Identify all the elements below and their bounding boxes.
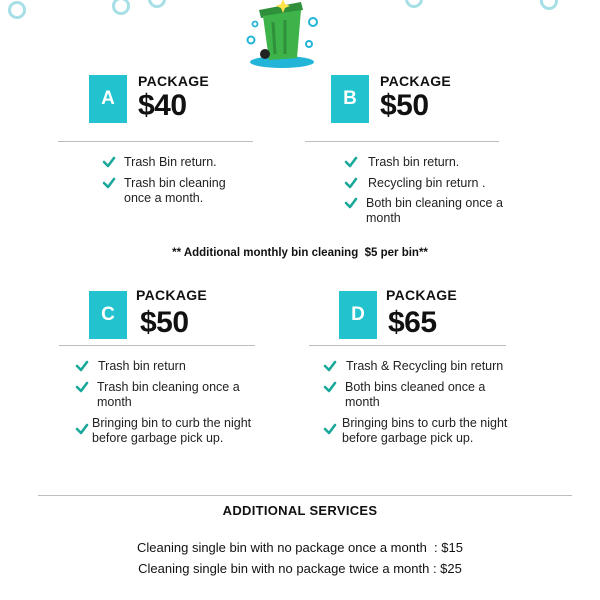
checkmark-icon [344,155,358,169]
feature-text: Bringing bins to curb the night before garbage pick up. [342,416,508,445]
feature-text: Both bins cleaned once a month [345,380,486,409]
feature-text: Trash bin cleaning once a month. [124,176,226,205]
checkmark-icon [75,380,89,394]
bubble-decoration [8,1,26,19]
package-price: $50 [140,306,189,339]
bubble-decoration [540,0,558,10]
feature-item [344,155,514,170]
feature-item [323,416,533,446]
package-label: PACKAGE [380,73,452,89]
package-label: PACKAGE [386,287,458,303]
feature-text: Bringing bin to curb the night before garbage pick up. [92,416,252,445]
bubble-decoration [405,0,423,8]
package-label: PACKAGE [136,287,208,303]
feature-item [344,176,514,191]
checkmark-icon [344,196,358,210]
additional-cleaning-note: ** Additional monthly bin cleaning $5 per bin** [172,247,428,259]
feature-text: Trash Bin return. [124,155,217,169]
checkmark-icon [323,422,337,436]
additional-service-line: Cleaning single bin with no package once a month : $15 [137,540,463,555]
package-letter-badge: B [331,75,369,123]
feature-item [75,416,275,446]
feature-text: Both bin cleaning once a month [366,196,503,225]
feature-item [323,359,523,374]
divider [305,141,499,142]
feature-item [102,176,252,206]
feature-text: Trash bin return. [368,155,460,169]
checkmark-icon [102,176,116,190]
divider [309,345,506,346]
checkmark-icon [323,359,337,373]
package-price: $65 [388,306,437,339]
feature-item [102,155,252,170]
feature-item [344,196,514,226]
section-divider [38,495,572,496]
bubble-decoration [112,0,130,15]
feature-text: Trash bin return [98,359,186,373]
additional-service-line: Cleaning single bin with no package twice a month : $25 [138,561,462,576]
feature-text: Recycling bin return . [368,176,486,190]
package-price: $50 [380,89,429,122]
feature-item [323,380,523,410]
checkmark-icon [75,359,89,373]
divider [58,141,253,142]
feature-item [75,359,265,374]
package-price: $40 [138,89,187,122]
checkmark-icon [323,380,337,394]
feature-text: Trash bin cleaning once a month [97,380,240,409]
checkmark-icon [102,155,116,169]
feature-text: Trash & Recycling bin return [346,359,504,373]
additional-services-title: ADDITIONAL SERVICES [222,503,378,518]
package-letter-badge: A [89,75,127,123]
package-letter-badge: C [89,291,127,339]
divider [59,345,255,346]
package-letter-badge: D [339,291,377,339]
trash-bin-icon [243,0,321,70]
package-label: PACKAGE [138,73,210,89]
checkmark-icon [75,422,89,436]
feature-item [75,380,265,410]
checkmark-icon [344,176,358,190]
bubble-decoration [148,0,166,8]
